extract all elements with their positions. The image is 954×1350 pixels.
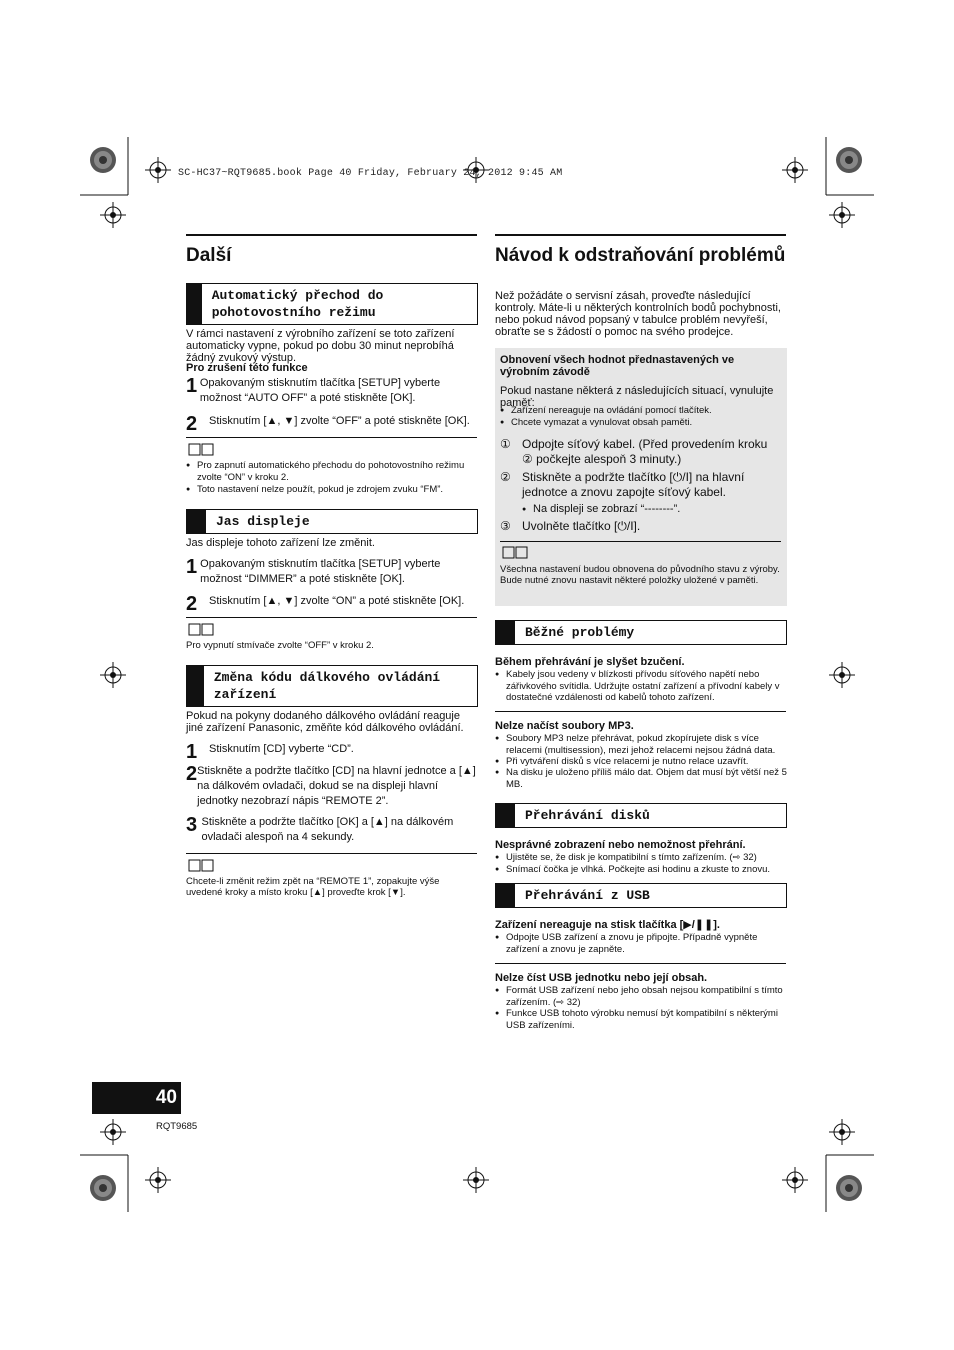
problem-heading: Nelze načíst soubory MP3. <box>495 720 634 732</box>
problem-bullet: ● Formát USB zařízení nebo jeho obsah nejsou kompatibilní s tímto zařízením. (⇨ 32) <box>495 985 796 1008</box>
step-marker: ③ <box>500 519 511 533</box>
divider <box>186 437 477 438</box>
step-number: 1 <box>186 556 198 578</box>
step-2 <box>186 764 476 809</box>
step-text: Stisknutím [▲, ▼] zvolte “OFF” a poté stiskněte [OK]. <box>209 415 470 427</box>
step-text: Stisknutím [CD] vyberte “CD”. <box>209 743 354 755</box>
step-marker: ② <box>500 470 511 484</box>
subheading-disc-playback <box>495 803 787 828</box>
brightness-note: Pro vypnutí stmívače zvolte “OFF” v kroku 2. <box>186 640 374 651</box>
subheading-common-problems <box>495 620 787 645</box>
subheading-text: Přehrávání z USB <box>525 888 650 903</box>
step-2 <box>186 414 478 434</box>
remote-note: Chcete-li změnit režim zpět na “REMOTE 1”, zopakujte výše uvedené kroky a místo kroku [▲] proveďte krok [▼]. <box>186 876 440 898</box>
step-text: Stisknutím [▲, ▼] zvolte “ON” a poté stiskněte [OK]. <box>209 595 465 607</box>
step-number: 2 <box>186 763 198 785</box>
step-text: Stiskněte a podržte tlačítko [⏻/I] na hlavní jednotce a znovu zapojte síťový kabel. <box>522 470 745 499</box>
divider <box>495 711 786 712</box>
reset-step-2 <box>500 470 780 500</box>
troubleshoot-intro: Než požádáte o servisní zásah, proveďte následující kontroly. Máte-li u některých kontrolních bodů pochybnosti, nebo pokud návod popsaný v tabulce problém nevyřeší, obraťte se s žádostí o pomoc na svého prodejce. <box>495 290 781 338</box>
heading-bar <box>496 804 515 827</box>
subheading-usb-playback <box>495 883 787 908</box>
brightness-intro: Jas displeje tohoto zařízení lze změnit. <box>186 537 375 549</box>
cancel-label: Pro zrušení této funkce <box>186 362 308 374</box>
heading-bar <box>187 666 204 706</box>
problem-bullet: ● Soubory MP3 nelze přehrávat, pokud zkopírujete disk s více relacemi (multisession), mezi jehož relacemi nejsou žádná data. <box>495 733 791 756</box>
subheading-text: Automatický přechod do pohotovostního režimu <box>211 288 384 320</box>
subheading-text: Přehrávání disků <box>525 808 650 823</box>
step-number: 3 <box>186 814 198 836</box>
step-2 <box>186 594 478 614</box>
step-text: Odpojte síťový kabel. (Před provedením kroku ② počkejte alespoň 3 minuty.) <box>522 437 768 466</box>
page-title-left: Další <box>186 234 477 266</box>
step-number: 1 <box>186 375 198 397</box>
problem-bullet: ● Funkce USB tohoto výrobku nemusí být kompatibilní s některými USB zařízeními. <box>495 1008 796 1031</box>
problem-bullet: ● Snímací čočka je vlhká. Počkejte asi hodinu a zkuste to znovu. <box>495 864 796 876</box>
file-header: SC-HC37~RQT9685.book Page 40 Friday, February 24, 2012 9:45 AM <box>178 168 563 179</box>
divider <box>500 541 781 542</box>
heading-bar <box>496 884 515 907</box>
step-3 <box>186 815 476 845</box>
step-number: 2 <box>186 413 198 435</box>
reset-bullet: ● Chcete vymazat a vynulovat obsah paměti. <box>500 417 786 429</box>
reset-title: Obnovení všech hodnot přednastavených ve výrobním závodě <box>500 354 735 378</box>
subheading-brightness <box>186 509 478 534</box>
step-text: Uvolněte tlačítko [⏻/I]. <box>522 519 641 533</box>
remote-intro: Pokud na pokyny dodaného dálkového ovládání reaguje jiné zařízení Panasonic, změňte kód dálkového ovládání. <box>186 710 464 734</box>
step-marker: ① <box>500 437 511 451</box>
problem-heading: Zařízení nereaguje na stisk tlačítka [▶/❚❚]. <box>495 919 720 931</box>
reset-step-1 <box>500 437 780 467</box>
problem-bullet: ● Ujistěte se, že disk je kompatibilní s tímto zařízením. (⇨ 32) <box>495 852 796 864</box>
reset-step-bullet: ● Na displeji se zobrazí “--------”. <box>522 503 788 516</box>
subheading-text: Jas displeje <box>216 514 310 529</box>
note-bullet: ● Toto nastavení nelze použít, pokud je zdrojem zvuku “FM”. <box>186 484 477 496</box>
subheading-text: Běžné problémy <box>525 625 635 640</box>
auto-standby-intro: V rámci nastavení z výrobního zařízení se toto zařízení automaticky vypne, pokud po dobu 30 minut neprobíhá žádný zvukový výstup. <box>186 328 455 364</box>
problem-bullet: ● Na disku je uloženo příliš málo dat. Objem dat musí být větší než 5 MB. <box>495 767 796 790</box>
problem-heading: Nelze číst USB jednotku nebo její obsah. <box>495 972 708 984</box>
subheading-auto-standby <box>186 283 478 325</box>
reset-bullet: ● Zařízení nereaguje na ovládání pomocí tlačítek. <box>500 405 786 417</box>
step-text: Stiskněte a podržte tlačítko [CD] na hlavní jednotce a [▲] na dálkovém ovladači, dokud se na displeji hlavní jednotky nezobrazí nápis “REMOTE 2”. <box>197 765 476 807</box>
problem-heading: Během přehrávání je slyšet bzučení. <box>495 656 685 668</box>
doc-code: RQT9685 <box>156 1121 198 1132</box>
heading-bar <box>496 621 515 644</box>
page-number-badge: 40 <box>92 1082 181 1114</box>
step-number: 2 <box>186 593 198 615</box>
step-text: Stiskněte a podržte tlačítko [OK] a [▲] na dálkovém ovladači alespoň na 4 sekundy. <box>201 816 454 843</box>
step-number: 1 <box>186 741 198 763</box>
step-text: Opakovaným stisknutím tlačítka [SETUP] vyberte možnost “DIMMER” a poté stiskněte [OK]. <box>200 558 441 585</box>
subheading-text: Změna kódu dálkového ovládání zařízení <box>213 670 441 702</box>
step-1 <box>186 742 476 762</box>
step-text: Opakovaným stisknutím tlačítka [SETUP] vyberte možnost “AUTO OFF” a poté stiskněte [OK]. <box>199 377 441 404</box>
book-note-icon <box>188 443 214 456</box>
problem-bullet: ● Odpojte USB zařízení a znovu je připojte. Případně vypněte zařízení a znovu je zapněte. <box>495 932 786 955</box>
heading-bar <box>187 284 202 324</box>
reset-intro: Pokud nastane některá z následujících situací, vynulujte paměť: <box>500 385 774 409</box>
problem-bullet: ● Při vytváření disků s více relacemi je nutno relace uzavřít. <box>495 756 791 768</box>
problem-bullet: ● Kabely jsou vedeny v blízkosti přívodu síťového napětí nebo zářivkového svítidla. Udržujte ostatní zařízení a přívodní kabely v dostatečné vzdálenosti od kabelů tohoto zařízení. <box>495 669 796 704</box>
step-1 <box>186 557 476 587</box>
reset-step-3 <box>500 519 780 534</box>
divider <box>186 853 477 854</box>
book-note-icon <box>502 546 528 559</box>
book-note-icon <box>188 859 214 872</box>
problem-heading: Nesprávné zobrazení nebo nemožnost přehrání. <box>495 839 746 851</box>
reset-note: Všechna nastavení budou obnovena do původního stavu z výroby. Bude nutné znovu nastavit některé položky uložené v paměti. <box>500 564 780 586</box>
divider <box>495 963 786 964</box>
note-bullet: ● Pro zapnutí automatického přechodu do pohotovostního režimu zvolte “ON” v kroku 2. <box>186 460 477 483</box>
book-note-icon <box>188 623 214 636</box>
step-1 <box>186 376 476 406</box>
reset-box <box>495 348 787 606</box>
page-title-right: Návod k odstraňování problémů <box>495 234 786 266</box>
heading-bar <box>187 510 206 533</box>
divider <box>186 617 477 618</box>
subheading-remote-code <box>186 665 478 707</box>
